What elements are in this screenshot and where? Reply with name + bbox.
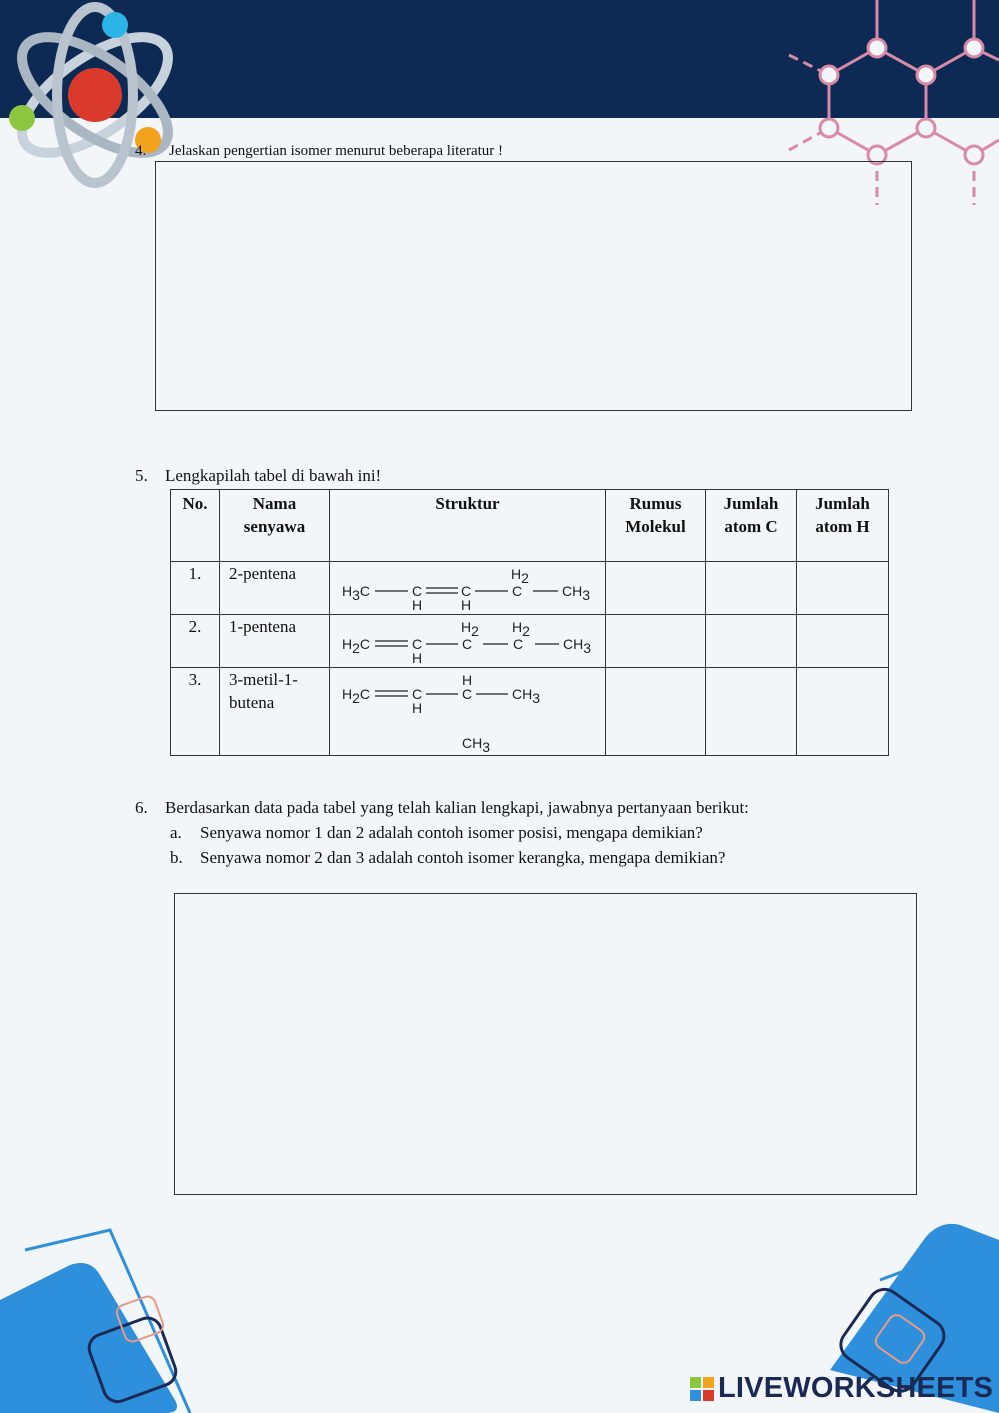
structure-1-pentena [330, 615, 606, 668]
question-6 [135, 798, 749, 818]
row-number: 1. [171, 562, 220, 615]
question-4 [135, 141, 503, 161]
svg-text:CH3: CH3 [563, 636, 592, 656]
question-6a [170, 823, 703, 843]
table-row [171, 668, 889, 756]
svg-text:C: C [462, 636, 473, 652]
header-carbon-count: Jumlah atom C [706, 490, 797, 562]
carbon-count-cell[interactable] [706, 562, 797, 615]
answer-box-question-4[interactable] [155, 161, 912, 411]
table-row [171, 562, 889, 615]
header-molecular-formula: Rumus Molekul [606, 490, 706, 562]
svg-text:C: C [412, 686, 423, 702]
question-4-number: 4. [135, 143, 147, 159]
table-row [171, 615, 889, 668]
question-6a-label: a. [170, 823, 182, 842]
header-structure: Struktur [330, 490, 606, 562]
svg-text:C: C [412, 583, 423, 599]
svg-text:H: H [412, 597, 423, 613]
structure-diagram-1-pentena [330, 615, 606, 667]
question-5 [135, 466, 381, 486]
question-6-text: Berdasarkan data pada tabel yang telah kalian lengkapi, jawabnya pertanyaan berikut: [165, 798, 749, 817]
question-5-text: Lengkapilah tabel di bawah ini! [165, 466, 382, 485]
answer-box-question-6[interactable] [174, 893, 917, 1195]
hydrogen-count-cell[interactable] [797, 562, 889, 615]
brand-name: LIVEWORKSHEETS [718, 1372, 994, 1404]
question-6b [170, 848, 725, 868]
header-no: No. [171, 490, 220, 562]
svg-text:C: C [512, 583, 523, 599]
question-6b-label: b. [170, 848, 183, 867]
molecular-formula-cell[interactable] [606, 562, 706, 615]
svg-text:H: H [461, 597, 472, 613]
question-5-number: 5. [135, 466, 148, 485]
carbon-count-cell[interactable] [706, 615, 797, 668]
structure-2-pentena [330, 562, 606, 615]
header-name: Nama senyawa [220, 490, 330, 562]
svg-text:CH3: CH3 [512, 686, 541, 706]
row-number: 2. [171, 615, 220, 668]
structure-diagram-2-pentena [330, 562, 606, 614]
svg-text:C: C [513, 636, 524, 652]
question-4-text: Jelaskan pengertian isomer menurut beberapa literatur ! [169, 143, 504, 159]
svg-text:H2C: H2C [342, 686, 371, 706]
svg-text:H2: H2 [461, 619, 479, 639]
structure-diagram-3-metil-1-butena [330, 668, 606, 755]
hydrogen-count-cell[interactable] [797, 615, 889, 668]
svg-text:H: H [412, 700, 423, 716]
molecular-formula-cell[interactable] [606, 615, 706, 668]
compound-name: 1-pentena [220, 615, 330, 668]
compound-name: 2-pentena [220, 562, 330, 615]
table-header-row [171, 490, 889, 562]
svg-text:C: C [412, 636, 423, 652]
question-6-number: 6. [135, 798, 148, 817]
svg-text:C: C [462, 686, 473, 702]
isomer-table [170, 489, 889, 756]
svg-text:H2: H2 [511, 566, 529, 586]
svg-text:CH3: CH3 [562, 583, 591, 603]
structure-3-metil-1-butena [330, 668, 606, 756]
row-number: 3. [171, 668, 220, 756]
svg-text:CH3: CH3 [462, 735, 491, 755]
svg-text:H: H [462, 672, 473, 688]
carbon-count-cell[interactable] [706, 668, 797, 756]
svg-text:C: C [461, 583, 472, 599]
compound-name: 3-metil-1- butena [220, 668, 330, 756]
question-6b-text: Senyawa nomor 2 dan 3 adalah contoh isomer kerangka, mengapa demikian? [200, 848, 726, 867]
svg-text:H2: H2 [512, 619, 530, 639]
svg-text:H2C: H2C [342, 636, 371, 656]
question-6a-text: Senyawa nomor 1 dan 2 adalah contoh isomer posisi, mengapa demikian? [200, 823, 703, 842]
svg-text:H: H [412, 650, 423, 666]
header-hydrogen-count: Jumlah atom H [797, 490, 889, 562]
molecular-formula-cell[interactable] [606, 668, 706, 756]
hydrogen-count-cell[interactable] [797, 668, 889, 756]
liveworksheets-logo-icon [690, 1377, 714, 1401]
svg-text:H3C: H3C [342, 583, 371, 603]
